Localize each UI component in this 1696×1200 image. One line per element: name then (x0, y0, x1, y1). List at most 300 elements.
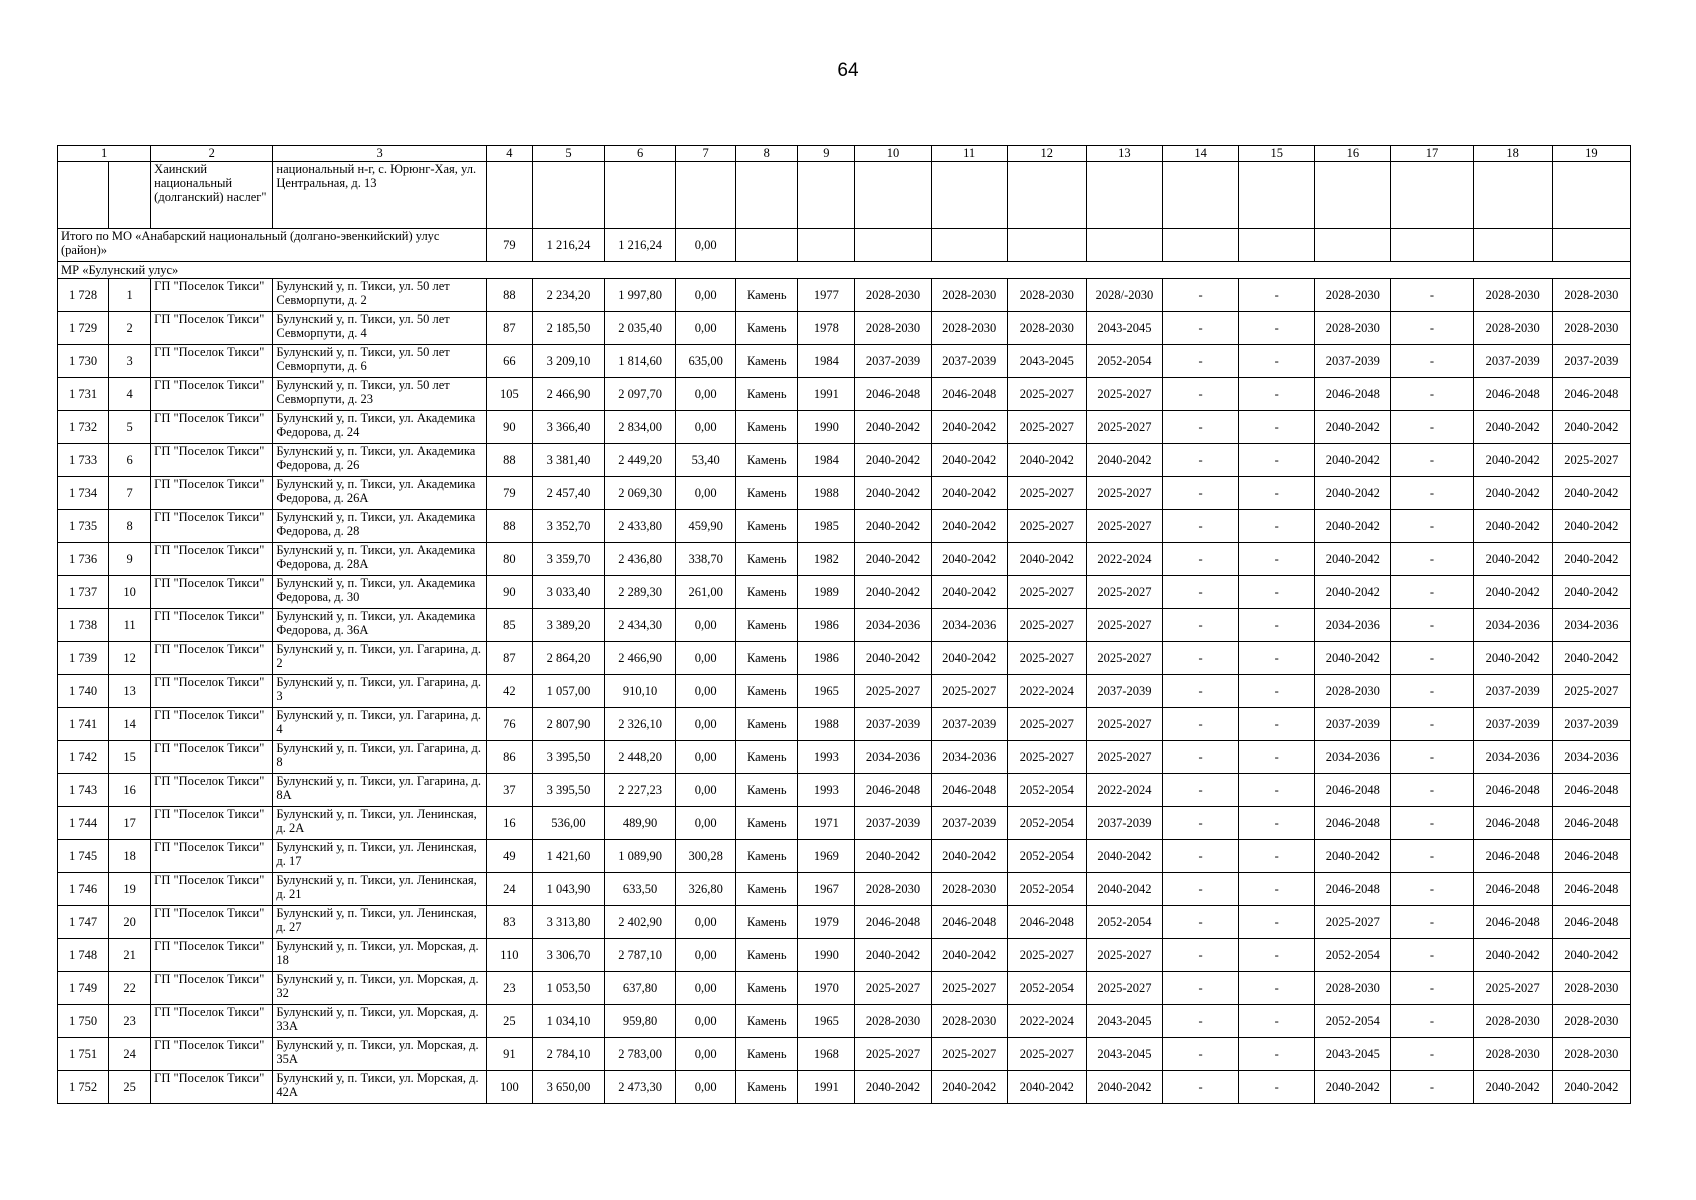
residential-area-cell: 2 783,00 (605, 1038, 676, 1071)
period-cell-11: 2040-2042 (931, 477, 1007, 510)
period-cell-12: 2025-2027 (1007, 477, 1086, 510)
period-cell-15: - (1239, 906, 1315, 939)
apartments-cell: 88 (486, 444, 532, 477)
table-row (58, 510, 1631, 543)
table-cell (605, 162, 676, 229)
period-cell-12: 2052-2054 (1007, 774, 1086, 807)
period-cell-17: - (1391, 642, 1473, 675)
wall-material-cell: Камень (736, 873, 798, 906)
row-number-cell: 3 (109, 345, 151, 378)
table-row (58, 774, 1631, 807)
wall-material-cell: Камень (736, 840, 798, 873)
period-cell-14: - (1163, 543, 1239, 576)
nonresidential-area-cell: 459,90 (676, 510, 736, 543)
row-number-cell: 24 (109, 1038, 151, 1071)
record-id-cell: 1 749 (58, 972, 109, 1005)
period-cell-18: 2028-2030 (1473, 312, 1552, 345)
apartments-cell: 86 (486, 741, 532, 774)
period-cell-11: 2025-2027 (931, 675, 1007, 708)
period-cell-18: 2028-2030 (1473, 1038, 1552, 1071)
period-cell-10: 2046-2048 (855, 906, 931, 939)
period-cell-14: - (1163, 807, 1239, 840)
period-cell-10: 2028-2030 (855, 1005, 931, 1038)
period-cell-10: 2037-2039 (855, 708, 931, 741)
table-cell (1552, 229, 1630, 262)
period-cell-16: 2037-2039 (1315, 345, 1391, 378)
wall-material-cell: Камень (736, 741, 798, 774)
total-area-cell: 3 352,70 (532, 510, 604, 543)
period-cell-13: 2040-2042 (1086, 1071, 1162, 1104)
settlement-cell: ГП "Поселок Тикси" (151, 642, 273, 675)
period-cell-18: 2040-2042 (1473, 1071, 1552, 1104)
period-cell-15: - (1239, 576, 1315, 609)
column-number-header-row (58, 146, 1631, 162)
total-area-cell: 2 466,90 (532, 378, 604, 411)
period-cell-13: 2028/-2030 (1086, 279, 1162, 312)
period-cell-16: 2037-2039 (1315, 708, 1391, 741)
residential-area-cell: 2 448,20 (605, 741, 676, 774)
period-cell-19: 2034-2036 (1552, 609, 1630, 642)
period-cell-12: 2025-2027 (1007, 378, 1086, 411)
row-number-cell: 7 (109, 477, 151, 510)
year-built-cell: 1988 (798, 708, 855, 741)
settlement-cell: ГП "Поселок Тикси" (151, 279, 273, 312)
settlement-cell: ГП "Поселок Тикси" (151, 774, 273, 807)
period-cell-10: 2040-2042 (855, 939, 931, 972)
year-built-cell: 1991 (798, 378, 855, 411)
period-cell-17: - (1391, 807, 1473, 840)
total-area-cell: 3 395,50 (532, 774, 604, 807)
nonresidential-area-cell: 0,00 (676, 708, 736, 741)
period-cell-16: 2040-2042 (1315, 477, 1391, 510)
period-cell-18: 2046-2048 (1473, 873, 1552, 906)
wall-material-cell: Камень (736, 939, 798, 972)
record-id-cell: 1 734 (58, 477, 109, 510)
total-area-cell: 3 650,00 (532, 1071, 604, 1104)
year-built-cell: 1984 (798, 444, 855, 477)
period-cell-16: 2046-2048 (1315, 378, 1391, 411)
wall-material-cell: Камень (736, 312, 798, 345)
address-cell: Булунский у, п. Тикси, ул. 50 лет Севморпути, д. 2 (273, 279, 486, 312)
residential-area-cell: 910,10 (605, 675, 676, 708)
record-id-cell: 1 730 (58, 345, 109, 378)
period-cell-17: - (1391, 840, 1473, 873)
period-cell-14: - (1163, 741, 1239, 774)
apartments-cell: 37 (486, 774, 532, 807)
row-number-cell: 25 (109, 1071, 151, 1104)
period-cell-18: 2034-2036 (1473, 741, 1552, 774)
total-area-cell: 3 395,50 (532, 741, 604, 774)
period-cell-11: 2040-2042 (931, 576, 1007, 609)
year-built-cell: 1993 (798, 774, 855, 807)
period-cell-15: - (1239, 411, 1315, 444)
nonresidential-area-cell: 338,70 (676, 543, 736, 576)
period-cell-11: 2025-2027 (931, 1038, 1007, 1071)
period-cell-14: - (1163, 576, 1239, 609)
table-cell (1315, 162, 1391, 229)
period-cell-12: 2025-2027 (1007, 411, 1086, 444)
period-cell-11: 2028-2030 (931, 279, 1007, 312)
total-area-cell: 1 034,10 (532, 1005, 604, 1038)
record-id-cell: 1 741 (58, 708, 109, 741)
residential-area-cell: 2 787,10 (605, 939, 676, 972)
apartments-cell: 91 (486, 1038, 532, 1071)
settlement-cell: ГП "Поселок Тикси" (151, 609, 273, 642)
period-cell-10: 2040-2042 (855, 444, 931, 477)
wall-material-cell: Камень (736, 576, 798, 609)
period-cell-10: 2040-2042 (855, 840, 931, 873)
wall-material-cell: Камень (736, 411, 798, 444)
period-cell-18: 2040-2042 (1473, 939, 1552, 972)
row-number-cell: 19 (109, 873, 151, 906)
table-row (58, 873, 1631, 906)
address-cell: Булунский у, п. Тикси, ул. Ленинская, д. 2А (273, 807, 486, 840)
period-cell-10: 2040-2042 (855, 477, 931, 510)
nonresidential-area-cell: 0,00 (676, 642, 736, 675)
wall-material-cell: Камень (736, 543, 798, 576)
year-built-cell: 1988 (798, 477, 855, 510)
period-cell-12: 2022-2024 (1007, 675, 1086, 708)
apartments-cell: 16 (486, 807, 532, 840)
period-cell-14: - (1163, 642, 1239, 675)
apartments-cell: 90 (486, 576, 532, 609)
period-cell-10: 2025-2027 (855, 675, 931, 708)
column-header: 18 (1473, 146, 1552, 162)
period-cell-14: - (1163, 312, 1239, 345)
period-cell-13: 2025-2027 (1086, 510, 1162, 543)
period-cell-13: 2040-2042 (1086, 873, 1162, 906)
period-cell-19: 2040-2042 (1552, 1071, 1630, 1104)
page-number: 64 (837, 60, 859, 81)
period-cell-13: 2025-2027 (1086, 411, 1162, 444)
period-cell-17: - (1391, 279, 1473, 312)
wall-material-cell: Камень (736, 642, 798, 675)
period-cell-15: - (1239, 510, 1315, 543)
period-cell-18: 2040-2042 (1473, 411, 1552, 444)
total-area-cell: 2 185,50 (532, 312, 604, 345)
year-built-cell: 1978 (798, 312, 855, 345)
period-cell-11: 2040-2042 (931, 1071, 1007, 1104)
address-cell: Булунский у, п. Тикси, ул. Академика Федорова, д. 24 (273, 411, 486, 444)
table-cell (1086, 162, 1162, 229)
column-header: 7 (676, 146, 736, 162)
record-id-cell: 1 751 (58, 1038, 109, 1071)
total-area-cell: 536,00 (532, 807, 604, 840)
apartments-cell: 90 (486, 411, 532, 444)
residential-area-cell: 2 473,30 (605, 1071, 676, 1104)
row-number-cell: 18 (109, 840, 151, 873)
column-header: 5 (532, 146, 604, 162)
settlement-cell: ГП "Поселок Тикси" (151, 312, 273, 345)
period-cell-18: 2037-2039 (1473, 345, 1552, 378)
row-number-cell: 16 (109, 774, 151, 807)
period-cell-11: 2040-2042 (931, 642, 1007, 675)
record-id-cell: 1 732 (58, 411, 109, 444)
period-cell-16: 2052-2054 (1315, 1005, 1391, 1038)
table-row (58, 675, 1631, 708)
settlement-cell: ГП "Поселок Тикси" (151, 741, 273, 774)
wall-material-cell: Камень (736, 510, 798, 543)
total-label: Итого по МО «Анабарский национальный (долгано-эвенкийский) улус (район)» (58, 229, 487, 262)
apartments-cell: 76 (486, 708, 532, 741)
apartments-cell: 42 (486, 675, 532, 708)
nonresidential-area-cell: 0,00 (676, 312, 736, 345)
column-header: 9 (798, 146, 855, 162)
nonresidential-area-cell: 0,00 (676, 279, 736, 312)
wall-material-cell: Камень (736, 972, 798, 1005)
settlement-cell: ГП "Поселок Тикси" (151, 972, 273, 1005)
period-cell-14: - (1163, 510, 1239, 543)
year-built-cell: 1965 (798, 675, 855, 708)
table-row (58, 1005, 1631, 1038)
year-built-cell: 1968 (798, 1038, 855, 1071)
row-number-cell: 17 (109, 807, 151, 840)
period-cell-12: 2028-2030 (1007, 312, 1086, 345)
residential-area-cell: 2 069,30 (605, 477, 676, 510)
table-row (58, 411, 1631, 444)
period-cell-11: 2040-2042 (931, 510, 1007, 543)
period-cell-19: 2028-2030 (1552, 312, 1630, 345)
wall-material-cell: Камень (736, 1005, 798, 1038)
period-cell-16: 2043-2045 (1315, 1038, 1391, 1071)
period-cell-16: 2040-2042 (1315, 444, 1391, 477)
period-cell-16: 2046-2048 (1315, 774, 1391, 807)
year-built-cell: 1985 (798, 510, 855, 543)
settlement-cell: ГП "Поселок Тикси" (151, 1038, 273, 1071)
period-cell-16: 2040-2042 (1315, 1071, 1391, 1104)
nonresidential-area-cell: 326,80 (676, 873, 736, 906)
wall-material-cell: Камень (736, 1071, 798, 1104)
period-cell-11: 2034-2036 (931, 609, 1007, 642)
address-cell: Булунский у, п. Тикси, ул. Гагарина, д. 8А (273, 774, 486, 807)
period-cell-17: - (1391, 477, 1473, 510)
period-cell-19: 2046-2048 (1552, 906, 1630, 939)
residential-area-cell: 1 997,80 (605, 279, 676, 312)
table-row (58, 972, 1631, 1005)
period-cell-17: - (1391, 1005, 1473, 1038)
period-cell-13: 2025-2027 (1086, 477, 1162, 510)
total-cell: 79 (486, 229, 532, 262)
period-cell-19: 2046-2048 (1552, 807, 1630, 840)
period-cell-19: 2028-2030 (1552, 1038, 1630, 1071)
record-id-cell: 1 736 (58, 543, 109, 576)
row-number-cell: 8 (109, 510, 151, 543)
table-row (58, 477, 1631, 510)
address-cell: Булунский у, п. Тикси, ул. Морская, д. 32 (273, 972, 486, 1005)
record-id-cell: 1 744 (58, 807, 109, 840)
period-cell-12: 2052-2054 (1007, 873, 1086, 906)
period-cell-13: 2025-2027 (1086, 741, 1162, 774)
record-id-cell: 1 747 (58, 906, 109, 939)
period-cell-10: 2025-2027 (855, 1038, 931, 1071)
period-cell-12: 2025-2027 (1007, 708, 1086, 741)
period-cell-10: 2034-2036 (855, 609, 931, 642)
total-area-cell: 1 053,50 (532, 972, 604, 1005)
period-cell-18: 2040-2042 (1473, 642, 1552, 675)
settlement-cell: ГП "Поселок Тикси" (151, 807, 273, 840)
residential-area-cell: 2 097,70 (605, 378, 676, 411)
residential-area-cell: 2 466,90 (605, 642, 676, 675)
total-area-cell: 1 057,00 (532, 675, 604, 708)
table-cell (1163, 229, 1239, 262)
column-header: 12 (1007, 146, 1086, 162)
record-id-cell: 1 745 (58, 840, 109, 873)
column-header: 6 (605, 146, 676, 162)
total-cell: 0,00 (676, 229, 736, 262)
nonresidential-area-cell: 0,00 (676, 939, 736, 972)
period-cell-11: 2040-2042 (931, 444, 1007, 477)
period-cell-13: 2025-2027 (1086, 642, 1162, 675)
nonresidential-area-cell: 53,40 (676, 444, 736, 477)
row-number-cell: 9 (109, 543, 151, 576)
settlement-cell: ГП "Поселок Тикси" (151, 444, 273, 477)
period-cell-16: 2046-2048 (1315, 873, 1391, 906)
period-cell-16: 2040-2042 (1315, 642, 1391, 675)
wall-material-cell: Камень (736, 807, 798, 840)
wall-material-cell: Камень (736, 609, 798, 642)
row-number-cell: 1 (109, 279, 151, 312)
total-area-cell: 2 234,20 (532, 279, 604, 312)
period-cell-10: 2040-2042 (855, 411, 931, 444)
period-cell-19: 2025-2027 (1552, 675, 1630, 708)
period-cell-16: 2040-2042 (1315, 840, 1391, 873)
total-cell: 1 216,24 (605, 229, 676, 262)
period-cell-13: 2037-2039 (1086, 675, 1162, 708)
period-cell-12: 2040-2042 (1007, 1071, 1086, 1104)
address-cell: Булунский у, п. Тикси, ул. 50 лет Севморпути, д. 4 (273, 312, 486, 345)
period-cell-18: 2028-2030 (1473, 1005, 1552, 1038)
address-cell: Булунский у, п. Тикси, ул. Ленинская, д. 27 (273, 906, 486, 939)
nonresidential-area-cell: 0,00 (676, 1005, 736, 1038)
period-cell-14: - (1163, 1071, 1239, 1104)
period-cell-17: - (1391, 774, 1473, 807)
period-cell-17: - (1391, 609, 1473, 642)
row-number-cell: 2 (109, 312, 151, 345)
column-header: 10 (855, 146, 931, 162)
period-cell-10: 2037-2039 (855, 807, 931, 840)
residential-area-cell: 2 035,40 (605, 312, 676, 345)
nonresidential-area-cell: 0,00 (676, 906, 736, 939)
table-row (58, 378, 1631, 411)
apartments-cell: 83 (486, 906, 532, 939)
period-cell-11: 2028-2030 (931, 1005, 1007, 1038)
period-cell-17: - (1391, 741, 1473, 774)
table-cell (486, 162, 532, 229)
table-cell (1086, 229, 1162, 262)
year-built-cell: 1977 (798, 279, 855, 312)
table-cell (1552, 162, 1630, 229)
nonresidential-area-cell: 0,00 (676, 609, 736, 642)
period-cell-15: - (1239, 312, 1315, 345)
period-cell-14: - (1163, 774, 1239, 807)
year-built-cell: 1982 (798, 543, 855, 576)
residential-area-cell: 2 289,30 (605, 576, 676, 609)
period-cell-19: 2037-2039 (1552, 345, 1630, 378)
period-cell-18: 2046-2048 (1473, 378, 1552, 411)
apartments-cell: 66 (486, 345, 532, 378)
table-cell (1007, 162, 1086, 229)
period-cell-13: 2043-2045 (1086, 1038, 1162, 1071)
period-cell-12: 2022-2024 (1007, 1005, 1086, 1038)
row-number-cell: 22 (109, 972, 151, 1005)
year-built-cell: 1993 (798, 741, 855, 774)
settlement-cell: ГП "Поселок Тикси" (151, 675, 273, 708)
period-cell-16: 2040-2042 (1315, 411, 1391, 444)
period-cell-15: - (1239, 477, 1315, 510)
period-cell-10: 2046-2048 (855, 378, 931, 411)
period-cell-18: 2028-2030 (1473, 279, 1552, 312)
table-row (58, 1038, 1631, 1071)
period-cell-10: 2034-2036 (855, 741, 931, 774)
table-row (58, 939, 1631, 972)
period-cell-12: 2052-2054 (1007, 840, 1086, 873)
period-cell-18: 2046-2048 (1473, 807, 1552, 840)
period-cell-15: - (1239, 873, 1315, 906)
period-cell-16: 2046-2048 (1315, 807, 1391, 840)
period-cell-10: 2040-2042 (855, 642, 931, 675)
row-number-cell: 15 (109, 741, 151, 774)
period-cell-13: 2037-2039 (1086, 807, 1162, 840)
table-cell (736, 229, 798, 262)
table-cell (1391, 229, 1473, 262)
record-id-cell: 1 739 (58, 642, 109, 675)
period-cell-18: 2040-2042 (1473, 510, 1552, 543)
address-cell: Булунский у, п. Тикси, ул. Ленинская, д. 21 (273, 873, 486, 906)
year-built-cell: 1986 (798, 642, 855, 675)
period-cell-15: - (1239, 378, 1315, 411)
settlement-cell: ГП "Поселок Тикси" (151, 1005, 273, 1038)
period-cell-12: 2043-2045 (1007, 345, 1086, 378)
column-header: 11 (931, 146, 1007, 162)
period-cell-14: - (1163, 378, 1239, 411)
period-cell-11: 2040-2042 (931, 543, 1007, 576)
residential-area-cell: 2 834,00 (605, 411, 676, 444)
period-cell-14: - (1163, 609, 1239, 642)
period-cell-19: 2028-2030 (1552, 1005, 1630, 1038)
column-header: 17 (1391, 146, 1473, 162)
column-header: 3 (273, 146, 486, 162)
residential-area-cell: 637,80 (605, 972, 676, 1005)
period-cell-11: 2037-2039 (931, 345, 1007, 378)
wall-material-cell: Камень (736, 279, 798, 312)
address-cell: Булунский у, п. Тикси, ул. Гагарина, д. 3 (273, 675, 486, 708)
period-cell-17: - (1391, 576, 1473, 609)
record-id-cell: 1 742 (58, 741, 109, 774)
apartments-cell: 87 (486, 312, 532, 345)
period-cell-10: 2040-2042 (855, 1071, 931, 1104)
period-cell-12: 2040-2042 (1007, 444, 1086, 477)
table-row (58, 741, 1631, 774)
total-area-cell: 2 784,10 (532, 1038, 604, 1071)
wall-material-cell: Камень (736, 345, 798, 378)
period-cell-19: 2046-2048 (1552, 774, 1630, 807)
period-cell-11: 2040-2042 (931, 939, 1007, 972)
year-built-cell: 1967 (798, 873, 855, 906)
table-cell (1473, 229, 1552, 262)
record-id-cell: 1 738 (58, 609, 109, 642)
period-cell-13: 2025-2027 (1086, 378, 1162, 411)
period-cell-13: 2043-2045 (1086, 1005, 1162, 1038)
period-cell-11: 2028-2030 (931, 873, 1007, 906)
period-cell-17: - (1391, 312, 1473, 345)
period-cell-18: 2046-2048 (1473, 906, 1552, 939)
period-cell-10: 2040-2042 (855, 543, 931, 576)
period-cell-11: 2034-2036 (931, 741, 1007, 774)
period-cell-16: 2040-2042 (1315, 543, 1391, 576)
record-id-cell: 1 728 (58, 279, 109, 312)
period-cell-19: 2028-2030 (1552, 972, 1630, 1005)
table-cell (798, 229, 855, 262)
